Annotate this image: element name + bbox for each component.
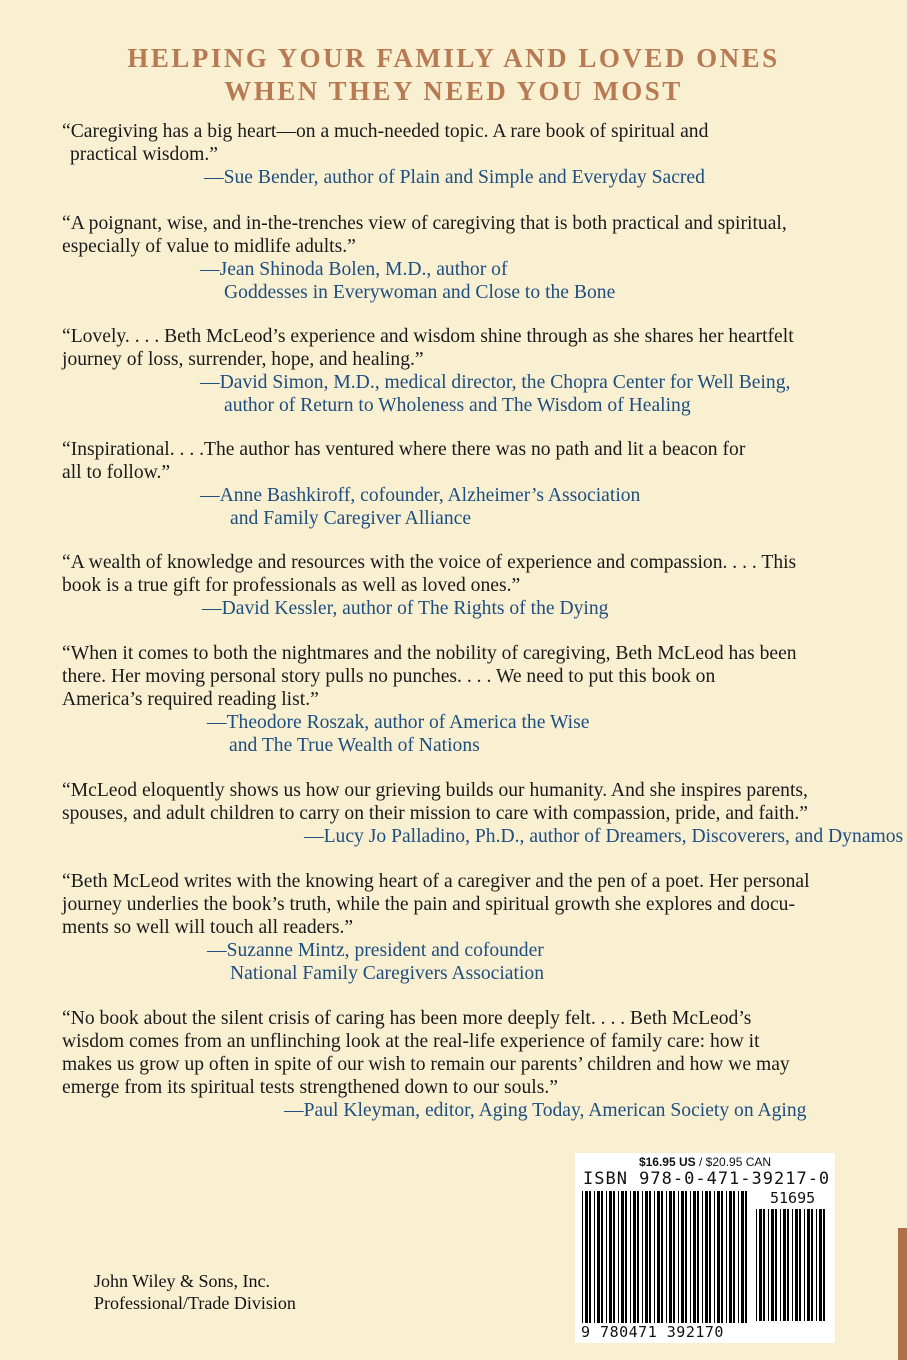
quote-line: “Beth McLeod writes with the knowing heart of a caregiver and the pen of a poet. Her personal — [62, 871, 810, 892]
barcode-bar — [642, 1191, 643, 1323]
endorsement-5 — [62, 551, 842, 620]
barcode-bar — [630, 1191, 631, 1323]
endorsement-3 — [62, 325, 842, 417]
barcode-number: 9 780471 392170 — [581, 1323, 724, 1341]
attribution-line: —Anne Bashkiroff, cofounder, Alzheimer’s Association — [200, 485, 641, 506]
barcode-bar — [649, 1191, 651, 1323]
quote-line: book is a true gift for professionals as well as loved ones.” — [62, 575, 521, 596]
barcode-bar — [738, 1191, 739, 1323]
barcode-bar — [618, 1191, 619, 1323]
quote-line: emerge from its spiritual tests strengthened down to our souls.” — [62, 1077, 558, 1098]
price-us: $16.95 US — [638, 1155, 696, 1169]
barcode-bar — [585, 1191, 588, 1323]
barcode-bar — [666, 1191, 667, 1323]
quote-line: “McLeod eloquently shows us how our grieving builds our humanity. And she inspires parents, — [62, 780, 808, 801]
barcode-bar — [756, 1209, 757, 1321]
barcode-bar — [645, 1191, 648, 1323]
price-can: / $20.95 CAN — [695, 1155, 772, 1169]
quote-line: “When it comes to both the nightmares and the nobility of caregiving, Beth McLeod has been — [62, 643, 797, 664]
barcode-bar — [621, 1191, 624, 1323]
barcode-bar — [745, 1191, 747, 1323]
barcode-bar — [733, 1191, 735, 1323]
attribution-line: National Family Caregivers Association — [230, 963, 544, 984]
barcode-bar — [705, 1191, 708, 1323]
barcode-bar — [729, 1191, 732, 1323]
publisher-name: John Wiley & Sons, Inc. — [94, 1271, 270, 1291]
barcode-bar — [811, 1209, 813, 1321]
quote-line: there. Her moving personal story pulls no punches. . . . We need to put this book on — [62, 666, 716, 687]
quote-line: America’s required reading list.” — [62, 689, 319, 710]
barcode-bar — [597, 1191, 600, 1323]
barcode-bar — [783, 1209, 786, 1321]
price-line — [575, 1155, 835, 1169]
publisher-division: Professional/Trade Division — [94, 1293, 296, 1313]
barcode-bar — [795, 1209, 798, 1321]
quote-line: “A wealth of knowledge and resources with the voice of experience and compassion. . . . This — [62, 552, 797, 573]
quote-line: “Caregiving has a big heart—on a much-needed topic. A rare book of spiritual and — [62, 121, 709, 142]
barcode-bar — [697, 1191, 699, 1323]
attribution-line: —David Simon, M.D., medical director, the Chopra Center for Well Being, — [200, 372, 791, 393]
barcode-bar — [759, 1209, 762, 1321]
barcode-bar — [768, 1209, 769, 1321]
attribution-line: —Lucy Jo Palladino, Ph.D., author of Dreamers, Discoverers, and Dynamos — [304, 826, 904, 847]
barcode-bar — [633, 1191, 636, 1323]
barcode-bar — [606, 1191, 607, 1323]
barcode-bar — [721, 1191, 723, 1323]
endorsement-7 — [62, 779, 904, 848]
endorsement-9 — [62, 1007, 842, 1122]
heading-line-1: HELPING YOUR FAMILY AND LOVED ONES — [127, 43, 780, 73]
quote-line: makes us grow up often in spite of our wish to remain our parents’ children and how we may — [62, 1054, 790, 1075]
spine-edge — [898, 1228, 907, 1360]
barcode-bar — [799, 1209, 801, 1321]
barcode-bar — [661, 1191, 663, 1323]
attribution-line: and The True Wealth of Nations — [229, 735, 480, 756]
barcode-bar — [613, 1191, 615, 1323]
quote-line: especially of value to midlife adults.” — [62, 236, 356, 257]
quote-line: journey of loss, surrender, hope, and healing.” — [62, 349, 424, 370]
barcode-bar — [726, 1191, 727, 1323]
barcode-bar — [693, 1191, 696, 1323]
quote-line: practical wisdom.” — [70, 144, 218, 165]
barcode-bar — [741, 1191, 744, 1323]
barcode-bar — [582, 1191, 583, 1323]
barcode-bar — [589, 1191, 591, 1323]
heading-line-2: WHEN THEY NEED YOU MOST — [224, 76, 683, 106]
quote-line: “A poignant, wise, and in-the-trenches view of caregiving that is both practical and spiritual, — [62, 213, 787, 234]
attribution-line: —Suzanne Mintz, president and cofounder — [207, 940, 544, 961]
barcode-bar — [775, 1209, 777, 1321]
isbn-text: ISBN 978-0-471-39217-0 — [583, 1169, 831, 1189]
attribution-line: —Sue Bender, author of Plain and Simple and Everyday Sacred — [204, 167, 705, 188]
endorsement-6 — [62, 642, 842, 757]
barcode-bar — [690, 1191, 691, 1323]
barcode-bar — [787, 1209, 789, 1321]
endorsement-1 — [62, 120, 842, 189]
back-cover-heading — [0, 42, 907, 108]
barcode-bar — [804, 1209, 805, 1321]
quote-line: “Lovely. . . . Beth McLeod’s experience and wisdom shine through as she shares her heartfelt — [62, 326, 794, 347]
barcode-bar — [819, 1209, 822, 1321]
barcode-bar — [657, 1191, 660, 1323]
endorsements — [62, 120, 904, 1122]
barcode-bar — [714, 1191, 715, 1323]
barcode-bar — [816, 1209, 817, 1321]
publisher-imprint — [94, 1270, 296, 1314]
attribution-line: —Theodore Roszak, author of America the Wise — [207, 712, 590, 733]
attribution-line: —Paul Kleyman, editor, Aging Today, American Society on Aging — [284, 1100, 807, 1121]
quote-line: spouses, and adult children to carry on their mission to care with compassion, pride, and faith.” — [62, 803, 809, 824]
endorsement-8 — [62, 870, 842, 985]
quote-line: ments so well will touch all readers.” — [62, 917, 354, 938]
barcode-bar — [681, 1191, 684, 1323]
barcode-bar — [625, 1191, 627, 1323]
barcode-bar — [678, 1191, 679, 1323]
endorsement-4 — [62, 438, 842, 530]
addon-number: 51695 — [770, 1189, 816, 1207]
barcode-bar — [702, 1191, 703, 1323]
barcode-label — [575, 1153, 835, 1343]
barcode-bar — [669, 1191, 672, 1323]
barcode-bar — [609, 1191, 612, 1323]
barcode-bar — [685, 1191, 687, 1323]
barcode-bar — [807, 1209, 810, 1321]
endorsement-2 — [62, 212, 842, 304]
quote-line: all to follow.” — [62, 462, 171, 483]
barcode-bar — [823, 1209, 825, 1321]
quote-line: “Inspirational. . . .The author has ventured where there was no path and lit a beacon for — [62, 439, 746, 460]
addon-barcode-bars — [755, 1209, 829, 1321]
barcode-bar — [771, 1209, 774, 1321]
barcode-bar — [594, 1191, 595, 1323]
barcode-bar — [792, 1209, 793, 1321]
attribution-line: —Jean Shinoda Bolen, M.D., author of — [200, 259, 508, 280]
quote-line: wisdom comes from an unflinching look at the real-life experience of family care: how it — [62, 1031, 760, 1052]
attribution-line: —David Kessler, author of The Rights of the Dying — [202, 598, 609, 619]
barcode-bar — [717, 1191, 720, 1323]
quote-line: journey underlies the book’s truth, while the pain and spiritual growth she explores and docu- — [62, 894, 795, 915]
barcode-bar — [673, 1191, 675, 1323]
barcode-bar — [637, 1191, 639, 1323]
barcode-bar — [780, 1209, 781, 1321]
attribution-line: Goddesses in Everywoman and Close to the Bone — [224, 282, 616, 303]
barcode-bar — [601, 1191, 603, 1323]
barcode-bar — [763, 1209, 765, 1321]
barcode-bar — [709, 1191, 711, 1323]
ean-barcode-bars — [581, 1191, 753, 1323]
quote-line: “No book about the silent crisis of caring has been more deeply felt. . . . Beth McLeod’s — [62, 1008, 752, 1029]
attribution-line: author of Return to Wholeness and The Wisdom of Healing — [224, 395, 691, 416]
barcode-bar — [654, 1191, 655, 1323]
attribution-line: and Family Caregiver Alliance — [230, 508, 472, 529]
